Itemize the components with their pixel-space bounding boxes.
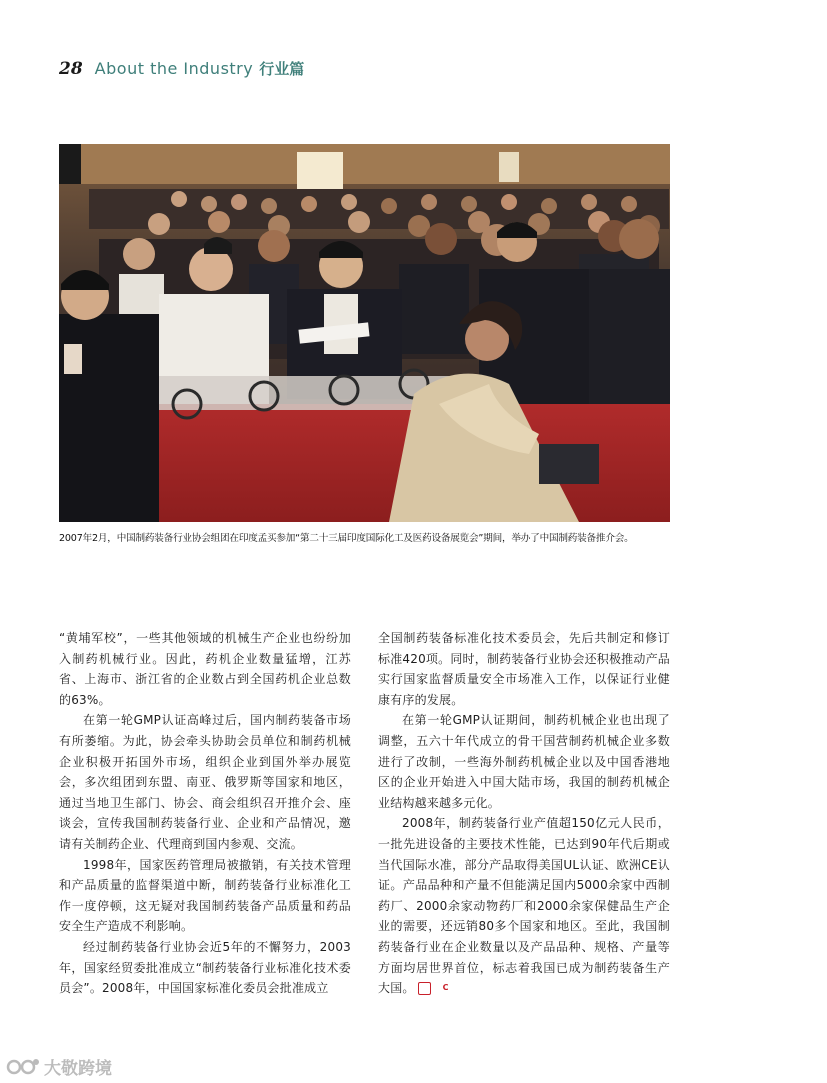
text-column-right: [378, 628, 670, 999]
paragraph: “黄埔军校”，一些其他领域的机械生产企业也纷纷加入制药机械行业。因此，药机企业数量猛增，江苏省、上海市、浙江省的企业数占到全国药机企业总数的63%。: [59, 631, 351, 707]
paragraph: 在第一轮GMP认证高峰过后，国内制药装备市场有所萎缩。为此，协会牵头协助会员单位和制药机械企业积极开拓国外市场，组织企业到国外举办展览会，多次组团到东盟、南亚、俄罗斯等国家和地区，通过当地卫生部门、协会、商会组织召开推介会、座谈会，宣传我国制药装备行业、企业和产品情况，邀请有关制药企业、代理商到国内参观、交流。: [59, 713, 351, 851]
section-title-en: About the Industry: [94, 59, 254, 78]
photo-caption: 2007年2月，中国制药装备行业协会组团在印度孟买参加“第二十三届印度国际化工及医药设备展览会”期间，举办了中国制药装备推介会。: [59, 533, 634, 544]
watermark-text: 大敬跨境: [44, 1059, 112, 1079]
paragraph: [378, 813, 670, 998]
section-title-cn: 行业篇: [259, 60, 305, 78]
page-header: [59, 58, 304, 84]
watermark-logo-icon: [6, 1057, 40, 1077]
paragraph: 1998年，国家医药管理局被撤销，有关技术管理和产品质量的监督渠道中断，制药装备行业标准化工作一度停顿，这无疑对我国制药装备产品质量和药品安全生产造成不利影响。: [59, 857, 351, 934]
paragraph: 在第一轮GMP认证期间，制药机械企业也出现了调整，五六十年代成立的骨干国营制药机械企业多数进行了改制，一些海外制药机械企业以及中国香港地区的企业开始进入中国大陆市场，我国的制药机械企业结构越来越多元化。: [378, 713, 670, 810]
paragraph: 经过制药装备行业协会近5年的不懈努力，2003年，国家经贸委批准成立“制药装备行业标准化技术委员会”。2008年，中国国家标准化委员会批准成立: [59, 939, 351, 996]
page-number: 28: [59, 59, 83, 79]
text-column-left: [59, 628, 351, 999]
conference-photo: [59, 144, 670, 522]
end-of-article-icon: C: [418, 982, 431, 995]
paragraph: 全国制药装备标准化技术委员会，先后共制定和修订标准420项。同时，制药装备行业协会还积极推动产品实行国家监督质量安全市场准入工作，以保证行业健康有序的发展。: [378, 631, 670, 707]
paragraph-text: 2008年，制药装备行业产值超150亿元人民币，一批先进设备的主要技术性能，已达到90年代后期或当代国际水准，部分产品取得美国UL认证、欧洲CE认证。产品品种和产量不但能满足国内5000余家中西制药厂、2000余家动物药厂和2000余家保健品生产企业的需要，还远销80多个国家和地区。至此，我国制药装备行业在企业数量以及产品品种、规格、产量等方面均居世界首位，标志着我国已成为制药装备生产大国。: [378, 816, 670, 996]
watermark: [6, 1054, 112, 1079]
